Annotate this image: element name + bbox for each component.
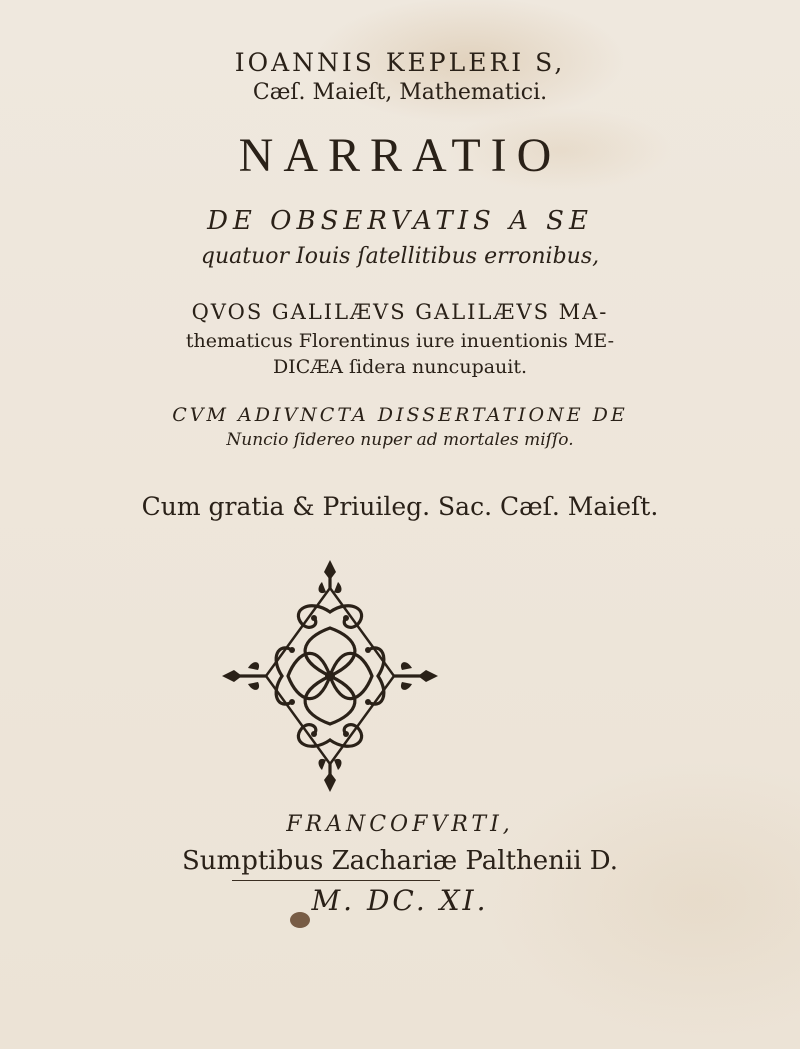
cum-line-2: Nuncio ſidereo nuper ad mortales miſſo. xyxy=(226,430,574,450)
book-title: NARRATIO xyxy=(238,129,562,182)
ink-blot xyxy=(290,912,310,928)
quos-line-2: thematicus Florentinus iure inuentionis ME- xyxy=(185,330,615,352)
subtitle-line-2: quatuor Iouis ſatellitibus erronibus, xyxy=(200,244,600,269)
cum-line-1: CVM ADIVNCTA DISSERTATIONE DE xyxy=(172,404,628,426)
quos-line-3: DICÆA ſidera nuncupauit. xyxy=(272,356,528,378)
imprint-publisher: Sumptibus Zachariæ Palthenii D. xyxy=(182,846,618,876)
author-line: IOANNIS KEPLERI S, xyxy=(234,48,566,77)
subtitle-line-1: DE OBSERVATIS A SE xyxy=(207,206,593,236)
imprint-city: FRANCOFVRTI, xyxy=(286,812,514,837)
imprint-date: M. DC. XI. xyxy=(311,884,489,917)
quos-line-1: QVOS GALILÆVS GALILÆVS MA- xyxy=(191,300,609,324)
privilege-line: Cum gratia & Priuileg. Sac. Cæſ. Maieſt. xyxy=(141,492,659,521)
imprint-rule xyxy=(232,880,440,881)
printers-fleuron-ornament-icon xyxy=(218,558,442,794)
author-title: Cæſ. Maieſt, Mathematici. xyxy=(252,80,548,105)
